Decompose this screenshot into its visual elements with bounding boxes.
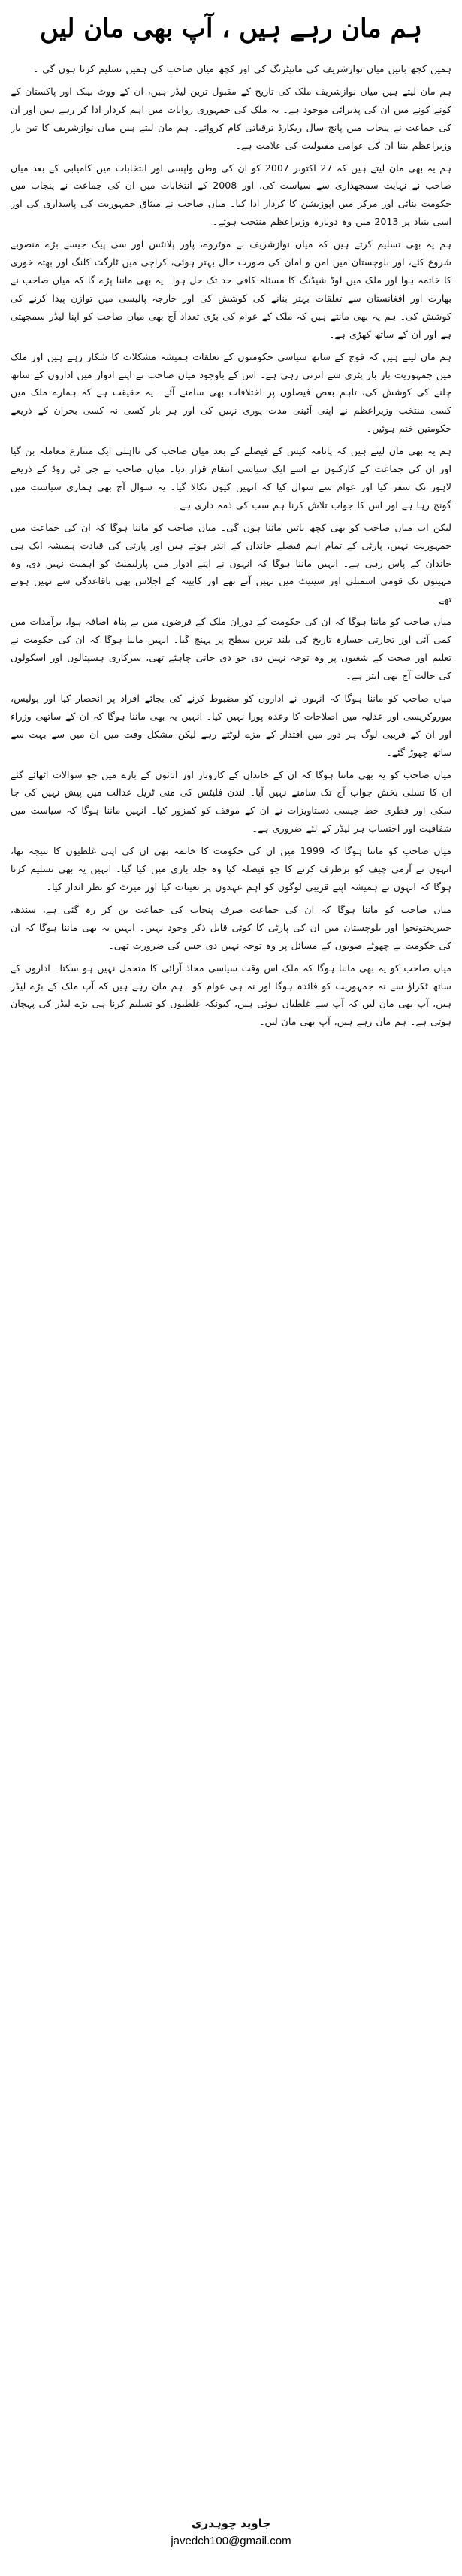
paragraph: ہم یہ بھی مان لیتے ہیں کہ 27 اکتوبر 2007 کو ان کی وطن واپسی اور انتخابات میں کامیابی کے بعد میاں صاحب نے نہایت سمجھداری سے سیاست کی، اور 2008 کے انتخابات میں ان کی جماعت نے پنجاب میں حکومت بنائی اور مرکز میں اپوزیشن کا کردار ادا کیا۔ میاں صاحب نے میثاق جمہوریت کی پاسداری کی اور اسی بنیاد پر 2013 میں وہ دوبارہ وزیراعظم منتخب ہوئے۔ — [11, 162, 451, 228]
author-email: javedch100@gmail.com — [171, 2535, 291, 2547]
paragraph: ہم یہ بھی مان لیتے ہیں کہ پانامہ کیس کے فیصلے کے بعد میاں صاحب کی نااہلی ایک متنازع معاملہ بن گیا اور ان کی جماعت کے کارکنوں نے اسے ایک سیاسی انتقام قرار دیا۔ میاں صاحب نے جی ٹی روڈ کے ذریعے لاہور تک سفر کیا اور عوام سے سوال کیا کہ انہیں کیوں نکالا گیا۔ یہ سوال آج بھی ہماری سیاست میں گونج رہا ہے اور اس کا جواب تلاش کرنا ہم سب کی ذمہ داری ہے۔ — [11, 445, 451, 511]
article-body — [11, 60, 451, 2496]
paragraph: میاں صاحب کو ماننا ہوگا کہ 1999 میں ان کی حکومت کا خاتمہ بھی ان کی اپنی غلطیوں کا نتیجہ تھا، انہوں نے آرمی چیف کو برطرف کرنے کا جو فیصلہ کیا وہ جلد بازی میں کیا گیا۔ انہیں یہ بھی تسلیم کرنا ہوگا کہ انہوں نے ہمیشہ اپنے قریبی لوگوں کو اہم عہدوں پر تعینات کیا اور میرٹ کو نظر انداز کیا۔ — [11, 845, 451, 893]
paragraph: ہم یہ بھی تسلیم کرتے ہیں کہ میاں نوازشریف نے موٹروے، پاور پلانٹس اور سی پیک جیسے بڑے منصوبے شروع کئے، اور بلوچستان میں امن و امان کی صورت حال بہتر ہوئی، کراچی میں ٹارگٹ کلنگ اور بھتہ خوری کا خاتمہ ہوا اور ملک میں لوڈ شیڈنگ کا مسئلہ کافی حد تک حل ہوا۔ یہ بھی ماننا پڑے گا کہ میاں صاحب نے بھارت اور افغانستان سے تعلقات بہتر بنانے کی کوشش کی اور خارجہ پالیسی میں توازن پیدا کرنے کی کوشش کی۔ ہم یہ بھی مانتے ہیں کہ ملک کے عوام کی بڑی تعداد آج بھی میاں صاحب کو اپنا لیڈر سمجھتی ہے اور ان کے ساتھ کھڑی ہے۔ — [11, 238, 451, 340]
author-name: جاوید چوہدری — [191, 2517, 271, 2530]
paragraph: ہمیں کچھ باتیں میاں نوازشریف کی مانیٹرنگ کی اور کچھ میاں صاحب کی ہمیں تسلیم کرنا ہوں گی ۔ — [32, 63, 451, 74]
paragraph: میاں صاحب کو ماننا ہوگا کہ ان کی جماعت صرف پنجاب کی جماعت بن کر رہ گئی ہے، سندھ، خیبرپختونخوا اور بلوچستان میں ان کی پارٹی کا کوئی قابل ذکر وجود نہیں۔ انہیں یہ بھی ماننا ہوگا کہ ان کی حکومت نے چھوٹے صوبوں کے مسائل پر وہ توجہ نہیں دی جس کی ضرورت تھی۔ — [11, 903, 451, 951]
paragraph: میاں صاحب کو یہ بھی ماننا ہوگا کہ ملک اس وقت سیاسی محاذ آرائی کا متحمل نہیں ہو سکتا۔ اداروں کے ساتھ ٹکراؤ سے نہ جمہوریت کو فائدہ ہوگا اور نہ ہی عوام کو۔ ہم مان رہے ہیں کہ آپ ملک کے بڑے لیڈر ہیں، آپ بھی مان لیں کہ آپ سے غلطیاں ہوئی ہیں، کیونکہ غلطیوں کو تسلیم کرنا ہی بڑے لیڈر کی پہچان ہوتی ہے۔ ہم مان رہے ہیں، آپ بھی مان لیں۔ — [11, 962, 451, 1028]
article-headline: ہم مان رہے ہیں ، آپ بھی مان لیں — [39, 14, 423, 44]
paragraph: میاں صاحب کو ماننا ہوگا کہ انہوں نے اداروں کو مضبوط کرنے کی بجائے افراد پر انحصار کیا اور پولیس، بیوروکریسی اور عدلیہ میں اصلاحات کا وعدہ پورا نہیں کیا۔ انہیں یہ بھی ماننا ہوگا کہ ان کے ساتھی وزراء اور ان کے قریبی لوگ ہر دور میں اقتدار کے مزے لوٹتے رہے لیکن مشکل وقت میں ان میں سے بہت سے ساتھ چھوڑ گئے۔ — [11, 692, 451, 758]
paragraph: ہم مان لیتے ہیں میاں نوازشریف ملک کی تاریخ کے مقبول ترین لیڈر ہیں، ان کے ووٹ بینک اور پاکستان کے کونے کونے میں ان کی پذیرائی موجود ہے۔ یہ ملک کی جمہوری روایات میں اہم کردار ادا کر رہے ہیں اور ان کی جماعت نے پنجاب میں پانچ سال ریکارڈ ترقیاتی کام کروائے۔ ہم مان لیتے ہیں میاں نوازشریف کا تین بار وزیراعظم بننا ان کی عوامی مقبولیت کی علامت ہے۔ — [11, 85, 451, 151]
paragraph: میاں صاحب کو ماننا ہوگا کہ ان کی حکومت کے دوران ملک کے قرضوں میں بے پناہ اضافہ ہوا، برآمدات میں کمی آئی اور تجارتی خسارہ تاریخ کی بلند ترین سطح پر پہنچ گیا۔ انہیں ماننا ہوگا کہ ان کی حکومت نے تعلیم اور صحت کے شعبوں پر وہ توجہ نہیں دی جو دی جانی چاہئے تھی، سرکاری ہسپتالوں اور اسکولوں کی حالت آج بھی ابتر ہے۔ — [11, 616, 451, 681]
paragraph: میاں صاحب کو یہ بھی ماننا ہوگا کہ ان کے خاندان کے کاروبار اور اثاثوں کے بارے میں جو سوالات اٹھائے گئے ان کا تسلی بخش جواب آج تک سامنے نہیں آیا۔ لندن فلیٹس کی منی ٹریل عدالت میں پیش نہیں کی جا سکی اور قطری خط جیسی دستاویزات نے ان کے موقف کو کمزور کیا۔ انہیں ماننا ہوگا کہ سیاست میں شفافیت اور احتساب ہر لیڈر کے لئے ضروری ہے۔ — [11, 768, 451, 835]
paragraph: ہم مان لیتے ہیں کہ فوج کے ساتھ سیاسی حکومتوں کے تعلقات ہمیشہ مشکلات کا شکار رہے ہیں اور ملک میں جمہوریت بار بار پٹری سے اترتی رہی ہے۔ اس کے باوجود میاں صاحب نے اپنے ادوار میں اداروں کے ساتھ چلنے کی کوشش کی، تاہم بعض فیصلوں پر اختلافات بھی سامنے آئے۔ یہ حقیقت ہے کہ ہمارے ملک میں کسی منتخب وزیراعظم نے اپنی آئینی مدت پوری نہیں کی اور ہر بار کسی نہ کسی بحران کے ذریعے حکومتیں ختم ہوئیں۔ — [11, 350, 451, 435]
author-signature — [0, 2514, 462, 2550]
paragraph: لیکن اب میاں صاحب کو بھی کچھ باتیں ماننا ہوں گی۔ میاں صاحب کو ماننا ہوگا کہ ان کی جماعت میں جمہوریت نہیں، پارٹی کے تمام اہم فیصلے خاندان کے اندر ہوتے ہیں اور پارٹی کی قیادت ہمیشہ ایک ہی خاندان کے پاس رہی ہے۔ انہیں ماننا ہوگا کہ انہوں نے اپنے ادوار میں پارلیمنٹ کو اہمیت نہیں دی، وہ مہینوں تک قومی اسمبلی اور سینیٹ میں نہیں آتے تھے اور کابینہ کے اجلاس بھی باقاعدگی سے نہیں ہوتے تھے۔ — [11, 521, 451, 605]
